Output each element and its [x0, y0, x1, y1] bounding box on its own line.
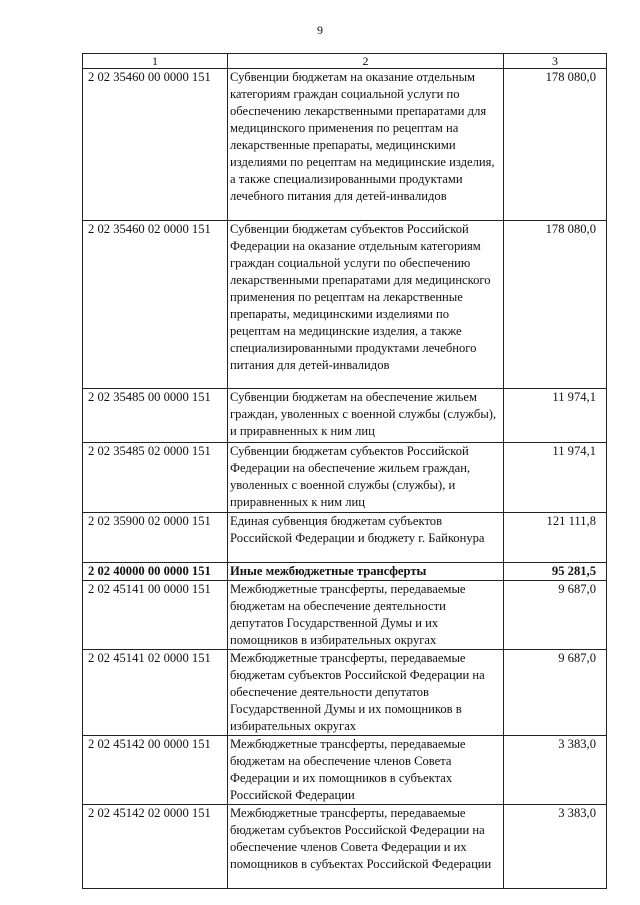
amount: 11 974,1: [504, 443, 607, 513]
table-row: [83, 513, 607, 563]
column-header-1: 1: [83, 54, 228, 69]
page-number: 9: [317, 23, 323, 37]
amount: 3 383,0: [504, 736, 607, 805]
budget-code: 2 02 35460 02 0000 151: [83, 221, 228, 389]
item-name: Единая субвенция бюджетам субъектов Российской Федерации и бюджету г. Байконура: [228, 513, 504, 563]
item-name: Субвенции бюджетам субъектов Российской Федерации на оказание отдельным категориям граждан социальной услуги по обеспечению лекарственными препаратами для медицинского применения по рецептам на лекарственные препараты, медицинскими изделиями по рецептам на медицинские изделия, а также специализированными продуктами лечебного питания для детей-инвалидов: [228, 221, 504, 389]
table-row: [83, 69, 607, 221]
table-row: [83, 581, 607, 650]
amount: 121 111,8: [504, 513, 607, 563]
budget-table: [82, 53, 607, 889]
amount: 9 687,0: [504, 650, 607, 736]
amount: 11 974,1: [504, 389, 607, 443]
table-row-section: [83, 563, 607, 581]
amount: 9 687,0: [504, 581, 607, 650]
item-name: Межбюджетные трансферты, передаваемые бюджетам субъектов Российской Федерации на обеспечение деятельности депутатов Государственной Думы и их помощников в избирательных округах: [228, 650, 504, 736]
table-row: [83, 221, 607, 389]
item-name: Субвенции бюджетам субъектов Российской Федерации на обеспечение жильем граждан, уволенных с военной службы (службы), и приравненных к ним лиц: [228, 443, 504, 513]
table-row: [83, 650, 607, 736]
budget-code: 2 02 35485 02 0000 151: [83, 443, 228, 513]
table-row: [83, 389, 607, 443]
budget-code: 2 02 45142 02 0000 151: [83, 805, 228, 889]
table-header-row: [83, 54, 607, 69]
amount: 178 080,0: [504, 221, 607, 389]
table-row: [83, 443, 607, 513]
amount: 95 281,5: [504, 563, 607, 581]
budget-code: 2 02 35900 02 0000 151: [83, 513, 228, 563]
item-name: Иные межбюджетные трансферты: [228, 563, 504, 581]
table-row: [83, 805, 607, 889]
budget-code: 2 02 40000 00 0000 151: [83, 563, 228, 581]
table-row: [83, 736, 607, 805]
column-header-2: 2: [228, 54, 504, 69]
amount: 178 080,0: [504, 69, 607, 221]
item-name: Субвенции бюджетам на оказание отдельным категориям граждан социальной услуги по обеспечению лекарственными препаратами для медицинского применения по рецептам на лекарственные препараты, медицинскими изделиями по рецептам на медицинские изделия, а также специализированными продуктами лечебного питания для детей-инвалидов: [228, 69, 504, 221]
budget-code: 2 02 35485 00 0000 151: [83, 389, 228, 443]
budget-code: 2 02 35460 00 0000 151: [83, 69, 228, 221]
budget-code: 2 02 45141 02 0000 151: [83, 650, 228, 736]
item-name: Межбюджетные трансферты, передаваемые бюджетам на обеспечение членов Совета Федерации и их помощников в субъектах Российской Федерации: [228, 736, 504, 805]
amount: 3 383,0: [504, 805, 607, 889]
column-header-3: 3: [504, 54, 607, 69]
item-name: Межбюджетные трансферты, передаваемые бюджетам на обеспечение деятельности депутатов Государственной Думы и их помощников в избирательных округах: [228, 581, 504, 650]
item-name: Межбюджетные трансферты, передаваемые бюджетам субъектов Российской Федерации на обеспечение членов Совета Федерации и их помощников в субъектах Российской Федерации: [228, 805, 504, 889]
budget-code: 2 02 45141 00 0000 151: [83, 581, 228, 650]
item-name: Субвенции бюджетам на обеспечение жильем граждан, уволенных с военной службы (службы), и приравненных к ним лиц: [228, 389, 504, 443]
budget-code: 2 02 45142 00 0000 151: [83, 736, 228, 805]
